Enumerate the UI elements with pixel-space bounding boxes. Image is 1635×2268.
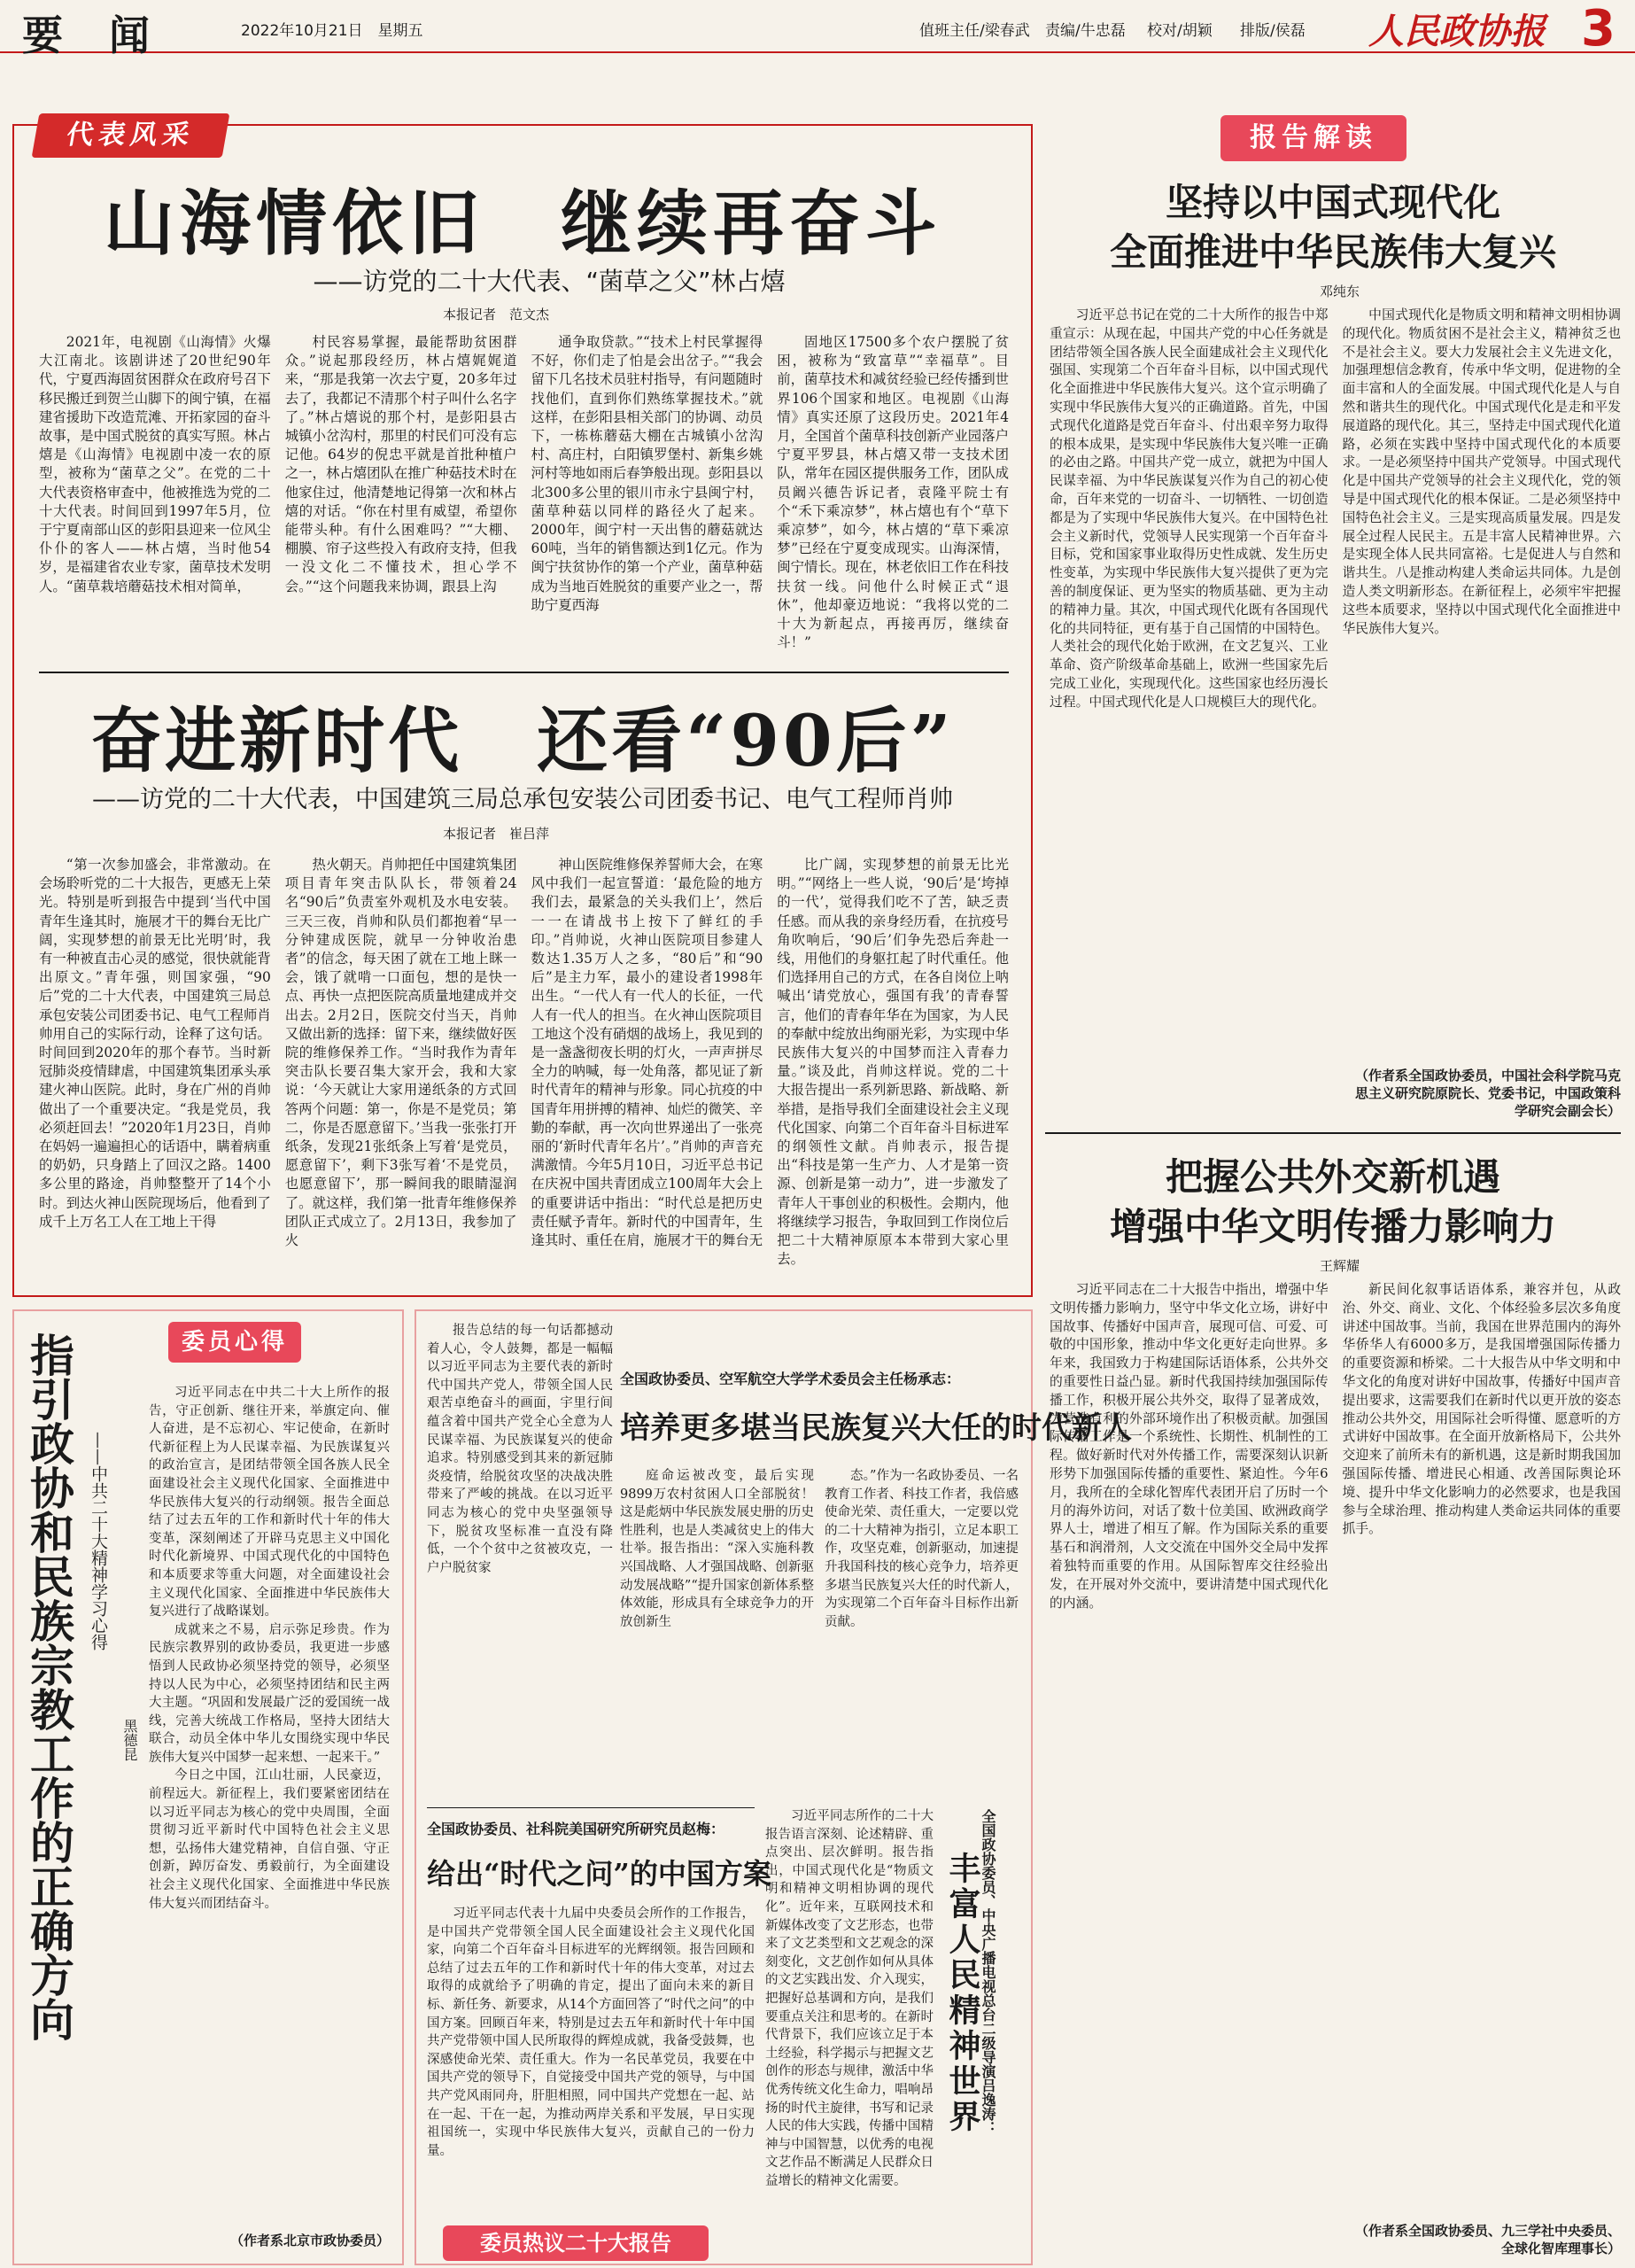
right-bottom-author-note: （作者系全国政协委员、九三学社中央委员、全球化智库理事长） [1354,2223,1621,2256]
speaker3-body [765,1807,934,2224]
right-top-col-1: 习近平总书记在党的二十大所作的报告中郑重宣示：从现在起，中国共产党的中心任务就是团结带领全国各族人民全面建成社会主义现代化强国、实现第二个百年奋斗目标，以中国式现代化全面推进中华民族伟大复兴。这个宣示明确了实现中华民族伟大复兴的正确道路。首先，中国式现代化道路是党百年奋斗、付出艰辛努力取得的根本成果，是实现中华民族伟大复兴唯一正确的必由之路。中国共产党一成立，就把为中国人民谋幸福、为中华民族谋复兴作为自己的初心使命，百年来党的一切奋斗、一切牺牲、一切创造都是为了实现中华民族伟大复兴。在中国特色社会主义新时代，党领导人民实现第一个百年奋斗目标，党和国家事业取得历史性成就、发生历史性变革，为实现中华民族伟大复兴提供了更为完善的制度保证、更为坚实的物质基础、更为主动的精神力量。其次，中国式现代化既有各国现代化的共同特征，更有基于自己国情的中国特色。人类社会的现代化始于欧洲，在文艺复兴、工业革命、资产阶级革命基础上，欧洲一些国家先后完成工业化，实现现代化。这些国家也经历漫长过程。中国式现代化是人口规模巨大的现代化。 [1050,307,1329,710]
article2-body [39,856,1009,1279]
article1-title: 山海情依旧 继续再奋斗 [104,182,941,265]
bottom-left-para-3: 今日之中国，江山壮丽，人民豪迈，前程远大。新征程上，我们要紧密团结在以习近平同志为核心的党中央周围，全面贯彻习近平新时代中国特色社会主义思想，弘扬伟大建党精神，自信自强、守正创新，踔厉奋发、勇毅前行，为全面建设社会主义现代化国家、全面推进中华民族伟大复兴而团结奋斗。 [149,1768,390,1911]
right-top-author-note: （作者系全国政协委员，中国社会科学院马克思主义研究院原院长、党委书记，中国政策科学研究会副会长） [1354,1068,1621,1119]
speaker3-title: 丰富人民精神世界 [944,1852,981,2135]
section-name: 要 闻 [22,12,167,59]
right-bottom-body [1050,1281,1621,2211]
speaker1-col-1: 庭命运被改变，最后实现9899万农村贫困人口全部脱贫！这是彪炳中华民族发展史册的历史性胜利，也是人类减贫史上的伟大壮举。报告指出：“深入实施科教兴国战略、人才强国战略、创新驱动发展战略”“提升国家创新体系整体效能，形成具有全球竞争力的开放创新生 [620,1469,814,1629]
article1-byline: 本报记者 范文杰 [443,307,550,322]
article1-col-4: 固地区17500多个农户摆脱了贫困，被称为“致富草”“幸福草”。目前，菌草技术和减贫经验已经传播到世界106个国家和地区。电视剧《山海情》真实还原了这段历史。2021年4月，全国首个菌草科技创新产业园落户宁夏平罗县，林占熺又带一支技术团队，常年在园区提供服务工作，团队成员阚兴德告诉记者，袁隆平院士有个“禾下乘凉梦”，林占熺也有个“草下乘凉梦”，如今，林占熺的“草下乘凉梦”已经在宁夏变成现实。山海深情，闽宁情长。现在，林老依旧工作在科技扶贫一线。问他什么时候正式“退休”，他却豪迈地说：“我将以党的二十大为新起点，再接再厉，继续奋斗！” [777,334,1009,651]
speaker1-label: 全国政协委员、空军航空大学学术委员会主任杨承志： [620,1371,961,1387]
bottom-left-body [149,1384,390,2221]
duty-editor: 值班主任/梁春武 [919,22,1030,40]
right-bottom-col-2: 新民间化叙事话语体系，兼容并包，从政治、外交、商业、文化、个体经验多层次多角度讲述中国故事。当前，我国在世界范围内的海外华侨华人有6000多万，是我国增强国际传播力的重要资源和桥梁。二十大报告从中华文明和中华文化的角度对讲好中国故事，传播好中国声音提出要求，这需要我们在新时代以更开放的姿态推动公共外交，用国际社会听得懂、愿意听的方式讲好中国故事。在全面开放新格局下，公共外交迎来了前所未有的新机遇，这是新时期我国加强国际传播、增进民心相通、改善国际舆论环境、提升中华文化影响力的必然要求，也是我国参与全球治理、推动构建人类命运共同体的重要抓手。 [1342,1282,1621,1537]
bottom-left-para-2: 成就来之不易，启示弥足珍贵。作为民族宗教界别的政协委员，我更进一步感悟到人民政协必须坚持党的领导，必须坚持以人民为中心，必须坚持团结和民主两大主题。“巩固和发展最广泛的爱国统一战线，完善大统战工作格局，坚持大团结大联合，动员全体中华儿女围绕实现中华民族伟大复兴中国梦一起来想、一起来干。” [149,1622,390,1765]
editor: 责编/牛忠磊 [1045,22,1126,40]
right-top-body [1050,307,1621,1060]
feature-tag: 代表风采 [32,113,230,158]
divider [39,672,1009,673]
right-top-title-line1: 坚持以中国式现代化 [1165,181,1500,224]
newspaper-logo: 人民政协报 [1368,11,1546,52]
article1-body [39,333,1009,661]
divider [1045,1132,1621,1134]
right-bottom-title-line1: 把握公共外交新机遇 [1165,1155,1500,1199]
divider [427,1807,755,1808]
article2-byline: 本报记者 崔吕萍 [443,826,550,842]
speaker2-title: 给出“时代之问”的中国方案 [427,1857,771,1891]
article1-subtitle: ——访党的二十大代表、“菌草之父”林占熺 [313,267,786,296]
right-top-col-2: 中国式现代化是物质文明和精神文明相协调的现代化。物质贫困不是社会主义，精神贫乏也不是社会主义。要大力发展社会主义先进文化，加强理想信念教育，传承中华文明，促进物的全面丰富和人的全面发展。中国式现代化是人与自然和谐共生的现代化。中国式现代化是走和平发展道路的现代化。其三，坚持走中国式现代化道路，必须在实践中坚持中国式现代化的本质要求。一是必须坚持中国共产党领导。中国式现代化是中国共产党领导的社会主义现代化，党的领导是中国式现代化的根本保证。二是必须坚持中国特色社会主义。三是实现高质量发展。四是发展全过程人民民主。五是丰富人民精神世界。六是实现全体人民共同富裕。七是促进人与自然和谐共生。八是推动构建人类命运共同体。九是创造人类文明新形态。在新征程上，必须牢牢把握这些本质要求，坚持以中国式现代化全面推进中华民族伟大复兴。 [1342,307,1621,636]
page-number: 3 [1581,0,1616,58]
article2-col-3: 神山医院维修保养誓师大会，在寒风中我们一起宣誓道：‘最危险的地方我们去，最紧急的关头我们上’，然后一一在请战书上按下了鲜红的手印。”肖帅说，火神山医院项目参建人数达1.35万人之多，“80后”和“90后”是主力军，最小的建设者1998年出生。“一代人有一代人的长征，一代人有一代人的担当。在火神山医院项目工地这个没有硝烟的战场上，我见到的是一盏盏彻夜长明的灯火，一声声拼尽全力的呐喊，每一处角落，都见证了新时代青年的精神与形象。同心抗疫的中国青年用拼搏的精神、灿烂的微笑、辛勤的奉献，再一次向世界递出了一张亮丽的‘新时代青年名片’。”肖帅的声音充满激情。今年5月10日，习近平总书记在庆祝中国共青团成立100周年大会上的重要讲话中指出：“时代总是把历史责任赋予青年。新时代的中国青年，生逢其时、重任在肩，施展才干的舞台无 [531,857,763,1249]
speaker1-title: 培养更多堪当民族复兴大任的时代新人 [620,1410,1132,1446]
article2-col-2: 热火朝天。肖帅把任中国建筑集团项目青年突击队队长，带领着24名“90后”负责室外观机及水电安装。三天三夜，肖帅和队员们都抱着“早一分钟建成医院，就早一分钟收治患者”的信念，每天困了就在工地上眯一会，饿了就啃一口面包，想的是快一点、再快一点把医院高质量地建成并交出去。2月2日，医院交付当天，肖帅又做出新的选择：留下来，继续做好医院的维修保养工作。“当时我作为青年突击队长要召集大家开会，我和大家说：‘今天就让大家用递纸条的方式回答两个问题：第一，你是不是党员；第二，你是否愿意留下。’当我一张张打开纸条，发现21张纸条上写着‘是党员，愿意留下’，剩下3张写着‘不是党员，也愿意留下’，那一瞬间我的眼睛湿润了。就这样，我们第一批青年维修保养团队正式成立了。2月13日，我参加了火 [284,857,517,1249]
bottom-left-title: 指引政协和民族宗教工作的正确方向 [23,1332,75,2041]
speaker2-para: 习近平同志代表十九届中央委员会所作的工作报告，是中国共产党带领全国人民全面建设社会主义现代化国家，向第二个百年奋斗目标进军的光辉纲领。报告回顾和总结了过去五年的工作和新时代十年的伟大变革，对过去取得的成就给予了明确的肯定，提出了面向未来的新目标、新任务、新要求，从14个方面回答了“时代之问”的中国方案。回顾百年来，特别是过去五年和新时代十年中国共产党带领中国人民所取得的辉煌成就，我备受鼓舞，也深感使命光荣、责任重大。作为一名民革党员，我要在中国共产党的领导下，自觉接受中国共产党的领导，与中国共产党风雨同舟，肝胆相照，同中国共产党想在一起、站在一起、干在一起，为推动两岸关系和平发展，早日实现祖国统一，实现中华民族伟大复兴，贡献自己的一份力量。 [427,1907,755,2158]
article2-col-4: 比广阔，实现梦想的前景无比光明。”“网络上一些人说，‘90后’是‘垮掉的一代’，觉得我们吃不了苦，缺乏责任感。而从我的亲身经历看，在抗疫号角吹响后，‘90后’们争先恐后奔赴一线，用他们的身躯扛起了时代重任。他们选择用自己的方式，在各自岗位上呐喊出‘请党放心，强国有我’的青春誓言，他们的青春年华在为国家，为人民的奉献中绽放出绚丽光彩，为实现中华民族伟大复兴的中国梦而注入青春力量。”谈及此，肖帅这样说。党的二十大报告提出一系列新思路、新战略、新举措，是指导我们全面建设社会主义现代化国家、向第二个百年奋斗目标进军的纲领性文献。肖帅表示，报告提出“科技是第一生产力、人才是第一资源、创新是第一动力”，进一步激发了青年人干事创业的积极性。会期内，他将继续学习报告，争取回到工作岗位后把二十大精神原原本本带到大家心里去。 [777,857,1009,1268]
right-top-title-line2: 全面推进中华民族伟大复兴 [1109,230,1556,274]
report-tag: 报告解读 [1220,115,1406,161]
article1-col-1: 2021年，电视剧《山海情》火爆大江南北。该剧讲述了20世纪90年代，宁夏西海固贫困群众在政府号召下移民搬迁到贺兰山脚下的闽宁镇，在福建省援助下改造荒滩、开拓家园的奋斗故事，是中国式脱贫的真实写照。林占熺是《山海情》电视剧中凌一农的原型，被称为“菌草之父”。在党的二十大代表资格审查中，他被推选为党的二十大代表。时间回到1997年5月，位于宁夏南部山区的彭阳县迎来一位风尘仆仆的客人——林占熺，当时他54岁，是福建省农业专家，菌草技术发明人。“菌草栽培蘑菇技术相对简单， [39,334,271,594]
speaker3-para: 习近平同志所作的二十大报告语言深刻、论述精辟、重点突出、层次鲜明。报告指出，中国式现代化是“物质文明和精神文明相协调的现代化”。近年来，互联网技术和新媒体改变了文艺形态，也带来了文艺类型和文艺观念的深刻变化，文艺创作如何从具体的文艺实践出发、介入现实，把握好总基调和方向，是我们要重点关注和思考的。在新时代背景下，我们应该立足于本土经验，科学揭示与把握文艺创作的形态与规律，激活中华优秀传统文化生命力，唱响昂扬的时代主旋律，书写和记录人民的伟大实践，传播中国精神与中国智慧，以优秀的电视文艺作品不断满足人民群众日益增长的精神文化需要。 [765,1809,934,2188]
issue-date: 2022年10月21日 星期五 [241,22,423,40]
bottom-mid-lead-para: 报告总结的每一句话都撼动着人心，令人鼓舞，都是一幅幅以习近平同志为主要代表的新时代中国共产党人，带领全国人民艰苦卓绝奋斗的画面，宇里行间蕴含着中国共产党全心全意为人民谋幸福、为民族谋复兴的使命追求。特别感受到其来的新冠肺炎疫情，给脱贫攻坚的决战决胜带来了严峻的挑战。在以习近平同志为核心的党中央坚强领导下，脱贫攻坚标准一直没有降低，一个个贫中之贫被攻克，一户户脱贫家 [427,1324,613,1575]
article1-col-3: 通争取贷款。”“技术上村民掌握得不好，你们走了怕是会出岔子。”“我会留下几名技术员驻村指导，有问题随时找他们，直到你们熟练掌握技术。”就这样，在彭阳县相关部门的协调、动员下，一栋栋蘑菇大棚在古城镇小岔沟村、高庄村，白阳镇罗堡村、新集乡姚河村等地如雨后春笋般出现。彭阳县以北300多公里的银川市永宁县闽宁村，菌草种菇以同样的路径火了起来。2000年，闽宁村一天出售的蘑菇就达60吨，当年的销售额达到1亿元。作为闽宁扶贫协作的第一个产业，菌草种菇成为当地百姓脱贫的重要产业之一，帮助宁夏西海 [531,334,763,613]
speaker2-label: 全国政协委员、社科院美国研究所研究员赵梅： [427,1821,725,1837]
member-insight-tag: 委员心得 [168,1322,301,1363]
bottom-mid-lead [427,1322,613,1800]
discussion-tag: 委员热议二十大报告 [443,2225,709,2261]
bottom-left-author-note: （作者系北京市政协委员） [229,2233,390,2249]
speaker1-body [620,1467,1019,1795]
right-bottom-title-line2: 增强中华文明传播力影响力 [1109,1205,1556,1248]
speaker2-body [427,1905,755,2224]
bottom-left-para-1: 习近平同志在中共二十大上所作的报告，守正创新、继往开来，举旗定向、催人奋进，是不忘初心、牢记使命，在新时代新征程上为人民谋幸福、为民族谋复兴的政治宣言，是团结带领全国各族人民全面建设社会主义现代化国家、全面推进中华民族伟大复兴的行动纲领。报告全面总结了过去五年的工作和新时代十年的伟大变革，深刻阐述了开辟马克思主义中国化时代化新境界、中国式现代化的中国特色和本质要求等重大问题，对全面建设社会主义现代化国家、全面推进中华民族伟大复兴进行了战略谋划。 [149,1386,390,1619]
article2-title: 奋进新时代 还看“90后” [90,699,955,782]
bottom-left-subtitle: ——中共二十大精神学习心得 [89,1432,108,1651]
article2-col-1: “第一次参加盛会，非常激动。在会场聆听党的二十大报告，更感无上荣光。特别是听到报告中提到‘当代中国青年生逢其时，施展才干的舞台无比广阔，实现梦想的前景无比光明’时，我有一种被直击心灵的感觉，很快就能背出原文。”青年强，则国家强，“90后”党的二十大代表，中国建筑三局总承包安装公司团委书记、电气工程师肖帅用自己的实际行动，诠释了这句话。时间回到2020年的那个春节。当时新冠肺炎疫情肆虐，中国建筑集团承头承建火神山医院。此时，身在广州的肖帅做出了一个重要决定。“我是党员，我必须赶回去！”2020年1月23日，肖帅在妈妈一遍遍担心的话语中，瞒着病重的奶奶，只身踏上了回汉之路。1400多公里的路途，肖帅整整开了14个小时。到达火神山医院现场后，他看到了成千上万名工人在工地上干得 [39,857,271,1230]
bottom-left-author: 黑德昆 [121,1719,138,1761]
layout-editor: 排版/侯磊 [1240,22,1306,40]
right-bottom-author: 王辉耀 [1320,1258,1360,1274]
proofreader: 校对/胡颖 [1147,22,1213,40]
right-top-author: 邓纯东 [1320,284,1360,299]
speaker1-col-2: 态。”作为一名政协委员、一名教育工作者、科技工作者，我倍感使命光荣、责任重大，一定要以党的二十大精神为指引，立足本职工作，攻坚克难，创新驱动，加速提升我国科技的核心竞争力，培养更多堪当民族复兴大任的时代新人，为实现第二个百年奋斗目标作出新贡献。 [825,1469,1019,1629]
article2-subtitle: ——访党的二十大代表，中国建筑三局总承包安装公司团委书记、电气工程师肖帅 [92,786,953,813]
article1-col-2: 村民容易掌握，最能帮助贫困群众。”说起那段经历，林占熺娓娓道来，“那是我第一次去宁夏，20多年过去了，我都记不清那个村子叫什么名字了。”林占熺说的那个村，是彭阳县古城镇小岔沟村，那里的村民们可没有忘记他。64岁的倪忠平就是首批种植户之一，林占熺团队在推广种菇技术时在他家住过，他清楚地记得第一次和林占熺的对话。“你在村里有威望，希望你能带头种。有什么困难吗？”“大棚、棚膜、帘子这些投入有政府支持，但我一没文化二不懂技术，担心学不会。”“这个问题我来协调，跟县上沟 [284,334,517,594]
speaker3-label: 全国政协委员、中央广播电视总台二级导演吕逸涛： [980,1809,996,2135]
right-bottom-col-1: 习近平同志在二十大报告中指出，增强中华文明传播力影响力，坚守中华文化立场，讲好中国故事、传播好中国声音，展现可信、可爱、可敬的中国形象，推动中华文化更好走向世界。多年来，我国致力于构建国际话语体系，公共外交的重要性日益凸显。新时代我国持续加强国际传播工作，积极开展公共外交，取得了显著成效，为营造有利的外部环境作出了积极贡献。加强国际传播工作是一个系统性、长期性、机制性的工程。做好新时代对外传播工作，需要深刻认识新形势下加强国际传播的重要性、紧迫性。今年6月，我所在的全球化智库代表团开启了历时一个月的海外访问，对话了数十位美国、欧洲政商学界人士，增进了相互了解。作为国际关系的重要基石和润滑剂，人文交流在中国外交全局中发挥着独特而重要的作用。从国际智库交往经验出发，在开展对外交流中，要讲清楚中国式现代化的内涵。 [1050,1282,1329,1611]
